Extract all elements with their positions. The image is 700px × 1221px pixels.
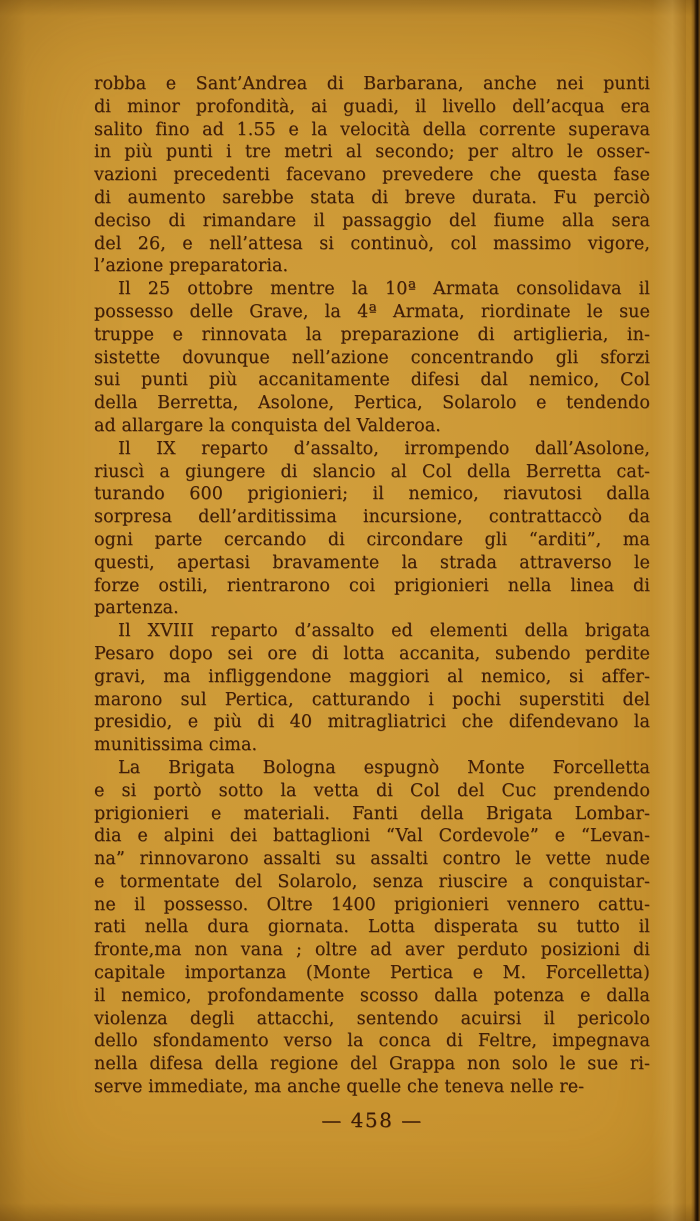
text-line: munitissima cima.	[94, 735, 258, 756]
text-line: deciso di rimandare il passaggio del fiume alla sera	[94, 210, 650, 231]
text-line: turando 600 prigionieri; il nemico, riavutosi dalla	[94, 484, 650, 505]
text-line: na” rinnovarono assalti su assalti contro le vette nude	[94, 849, 650, 870]
text-line: ne il possesso. Oltre 1400 prigionieri vennero cattu-	[94, 894, 650, 915]
text-line: partenza.	[94, 598, 179, 619]
text-line: La Brigata Bologna espugnò Monte Forcelletta	[118, 757, 650, 778]
text-line: fronte,ma non vana ; oltre ad aver perduto posizioni di	[94, 940, 650, 961]
text-line: vazioni precedenti facevano prevedere che questa fase	[94, 165, 650, 186]
text-line: rati nella dura giornata. Lotta disperata su tutto il	[94, 917, 650, 938]
text-line: di minor profondità, ai guadi, il livello dell’acqua era	[94, 96, 650, 117]
text-line: ad allargare la conquista del Valderoa.	[94, 415, 441, 436]
text-line: il nemico, profondamente scosso dalla potenza e dalla	[94, 985, 650, 1006]
paragraph	[94, 757, 650, 1099]
page-text	[94, 73, 650, 1099]
text-line: di aumento sarebbe stata di breve durata. Fu perciò	[94, 187, 650, 208]
page-number: — 458 —	[321, 1108, 423, 1132]
text-line: serve immediate, ma anche quelle che teneva nelle re-	[94, 1077, 585, 1098]
text-line: questi, apertasi bravamente la strada attraverso le	[94, 552, 650, 573]
text-line: forze ostili, rientrarono coi prigionieri nella linea di	[94, 575, 650, 596]
paragraph	[94, 278, 650, 438]
text-line: sui punti più accanitamente difesi dal nemico, Col	[94, 370, 650, 391]
text-line: della Berretta, Asolone, Pertica, Solarolo e tendendo	[94, 393, 650, 414]
text-line: dia e alpini dei battaglioni “Val Cordevole” e “Levan-	[94, 826, 650, 847]
text-line: e si portò sotto la vetta di Col del Cuc prendendo	[94, 780, 650, 801]
text-line: capitale importanza (Monte Pertica e M. Forcelletta)	[94, 963, 650, 984]
text-line: prigionieri e materiali. Fanti della Brigata Lombar-	[94, 803, 650, 824]
text-line: presidio, e più di 40 mitragliatrici che difendevano la	[94, 712, 650, 733]
text-line: del 26, e nell’attesa si continuò, col massimo vigore,	[94, 233, 650, 254]
text-line: possesso delle Grave, la 4ª Armata, riordinate le sue	[94, 301, 650, 322]
paragraph	[94, 73, 650, 278]
text-line: Il XVIII reparto d’assalto ed elementi della brigata	[118, 621, 650, 642]
text-line: l’azione preparatoria.	[94, 256, 289, 277]
text-line: marono sul Pertica, catturando i pochi superstiti del	[94, 689, 650, 710]
text-line: Il IX reparto d’assalto, irrompendo dall’Asolone,	[118, 438, 650, 459]
paragraph	[94, 620, 650, 757]
text-line: sistette dovunque nell’azione concentrando gli sforzi	[94, 347, 650, 368]
text-line: ogni parte cercando di circondare gli “arditi”, ma	[94, 529, 650, 550]
text-line: nella difesa della regione del Grappa non solo le sue ri-	[94, 1054, 650, 1075]
text-line: truppe e rinnovata la preparazione di artiglieria, in-	[94, 324, 650, 345]
text-line: violenza degli attacchi, sentendo acuirsi il pericolo	[94, 1008, 650, 1029]
page-curl-highlight	[652, 0, 686, 1221]
text-line: riuscì a giungere di slancio al Col della Berretta cat-	[94, 461, 650, 482]
page-edge-shadow	[691, 0, 700, 1221]
text-line: gravi, ma infliggendone maggiori al nemico, si affer-	[94, 666, 650, 687]
text-line: in più punti i tre metri al secondo; per altro le osser-	[94, 142, 650, 163]
text-line: Pesaro dopo sei ore di lotta accanita, subendo perdite	[94, 643, 650, 664]
text-line: robba e Sant’Andrea di Barbarana, anche nei punti	[94, 74, 650, 94]
text-line: Il 25 ottobre mentre la 10ª Armata consolidava il	[118, 279, 650, 300]
text-line: salito fino ad 1.55 e la velocità della corrente superava	[94, 119, 650, 140]
text-line: sorpresa dell’arditissima incursione, contrattaccò da	[94, 507, 650, 528]
paragraph	[94, 438, 650, 620]
text-line: e tormentate del Solarolo, senza riuscire a conquistar-	[94, 871, 650, 892]
text-line: dello sfondamento verso la conca di Feltre, impegnava	[94, 1031, 650, 1052]
